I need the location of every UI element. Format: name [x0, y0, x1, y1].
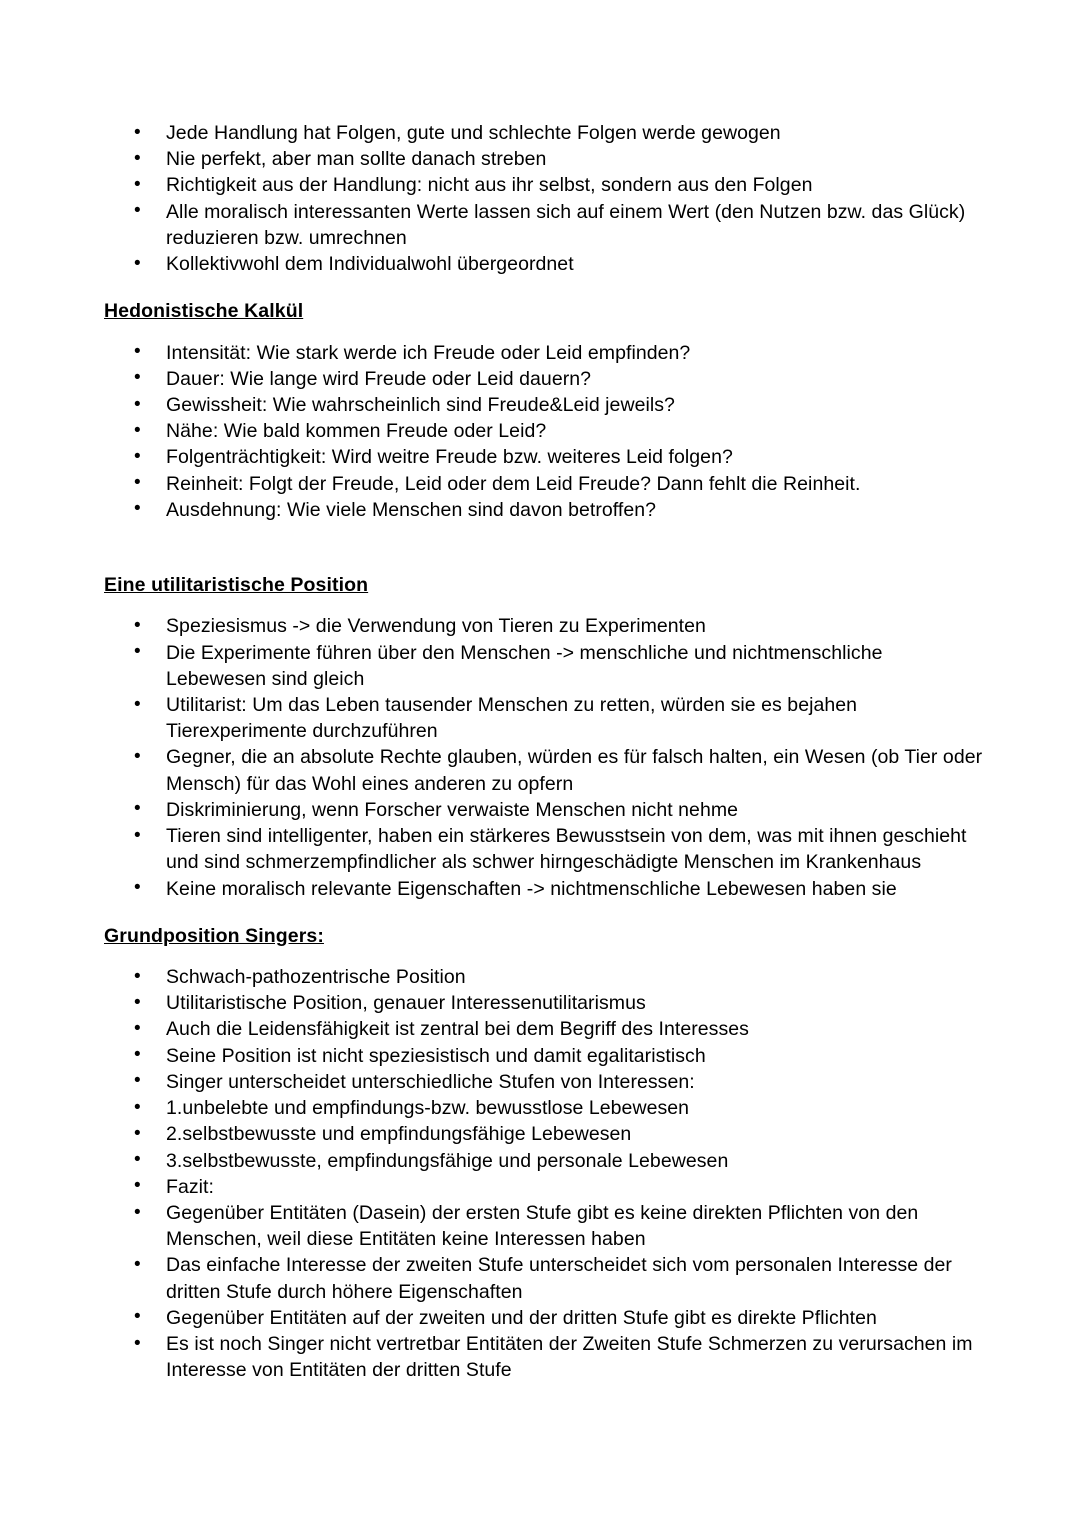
list-item: • Singer unterscheidet unterschiedliche Stufen von Interessen: [104, 1069, 984, 1095]
list-item: • 2.selbstbewusste und empfindungsfähige Lebewesen [104, 1121, 984, 1147]
list-item: • Utilitaristische Position, genauer Interessenutilitarismus [104, 990, 984, 1016]
spacer [104, 599, 984, 613]
list-item: • Gegner, die an absolute Rechte glauben, würden es für falsch halten, ein Wesen (ob Tier oder Mensch) für das Wohl eines anderen zu opfern [104, 744, 984, 796]
list-item: • Seine Position ist nicht speziesistisch und damit egalitaristisch [104, 1043, 984, 1069]
list-item: • Auch die Leidensfähigkeit ist zentral bei dem Begriff des Interesses [104, 1016, 984, 1042]
spacer [104, 326, 984, 340]
list-item: • Kollektivwohl dem Individualwohl übergeordnet [104, 251, 984, 277]
list-item: • Nähe: Wie bald kommen Freude oder Leid? [104, 418, 984, 444]
list-item: • Fazit: [104, 1174, 984, 1200]
list-item: • Reinheit: Folgt der Freude, Leid oder dem Leid Freude? Dann fehlt die Reinheit. [104, 471, 984, 497]
hedonistische-kalkuel-bullets [104, 340, 984, 524]
heading-hedonistische-kalkuel: Hedonistische Kalkül [104, 300, 304, 323]
heading-grundposition-singers: Grundposition Singers: [104, 924, 324, 947]
list-item: • Alle moralisch interessanten Werte lassen sich auf einem Wert (den Nutzen bzw. das Glück) reduzieren bzw. umrechnen [104, 199, 984, 251]
list-item: • Jede Handlung hat Folgen, gute und schlechte Folgen werde gewogen [104, 120, 984, 146]
list-item: • Schwach-pathozentrische Position [104, 964, 984, 990]
list-item: • Es ist noch Singer nicht vertretbar Entitäten der Zweiten Stufe Schmerzen zu verursachen im Interesse von Entitäten der dritten Stufe [104, 1331, 984, 1383]
grundposition-singers-bullets [104, 964, 984, 1384]
spacer [104, 950, 984, 964]
spacer [104, 277, 984, 297]
utilitaristische-position-bullets [104, 613, 984, 901]
list-item: • Das einfache Interesse der zweiten Stufe unterscheidet sich vom personalen Interesse der dritten Stufe durch höhere Eigenschaften [104, 1252, 984, 1304]
document-content [104, 120, 984, 1384]
list-item: • Nie perfekt, aber man sollte danach streben [104, 146, 984, 172]
list-item: • Utilitarist: Um das Leben tausender Menschen zu retten, würden sie es bejahen Tierexperimente durchzuführen [104, 692, 984, 744]
list-item: • Speziesismus -> die Verwendung von Tieren zu Experimenten [104, 613, 984, 639]
list-item: • Richtigkeit aus der Handlung: nicht aus ihr selbst, sondern aus den Folgen [104, 172, 984, 198]
list-item: • Folgenträchtigkeit: Wird weitre Freude bzw. weiteres Leid folgen? [104, 444, 984, 470]
list-item: • Gegenüber Entitäten (Dasein) der ersten Stufe gibt es keine direkten Pflichten von den Menschen, weil diese Entitäten keine Interessen haben [104, 1200, 984, 1252]
intro-bullets [104, 120, 984, 277]
spacer [104, 523, 984, 571]
list-item: • Keine moralisch relevante Eigenschaften -> nichtmenschliche Lebewesen haben sie [104, 876, 984, 902]
list-item: • Dauer: Wie lange wird Freude oder Leid dauern? [104, 366, 984, 392]
list-item: • Ausdehnung: Wie viele Menschen sind davon betroffen? [104, 497, 984, 523]
list-item: • 3.selbstbewusste, empfindungsfähige und personale Lebewesen [104, 1148, 984, 1174]
list-item: • 1.unbelebte und empfindungs-bzw. bewusstlose Lebewesen [104, 1095, 984, 1121]
spacer [104, 902, 984, 922]
heading-utilitaristische-position: Eine utilitaristische Position [104, 574, 369, 597]
list-item: • Gewissheit: Wie wahrscheinlich sind Freude&Leid jeweils? [104, 392, 984, 418]
list-item: • Gegenüber Entitäten auf der zweiten und der dritten Stufe gibt es direkte Pflichten [104, 1305, 984, 1331]
list-item: • Die Experimente führen über den Menschen -> menschliche und nichtmenschliche Lebewesen sind gleich [104, 640, 984, 692]
list-item: • Diskriminierung, wenn Forscher verwaiste Menschen nicht nehme [104, 797, 984, 823]
list-item: • Tieren sind intelligenter, haben ein stärkeres Bewusstsein von dem, was mit ihnen geschieht und sind schmerzempfindlicher als schwer hirngeschädigte Menschen im Krankenhaus [104, 823, 984, 875]
list-item: • Intensität: Wie stark werde ich Freude oder Leid empfinden? [104, 340, 984, 366]
